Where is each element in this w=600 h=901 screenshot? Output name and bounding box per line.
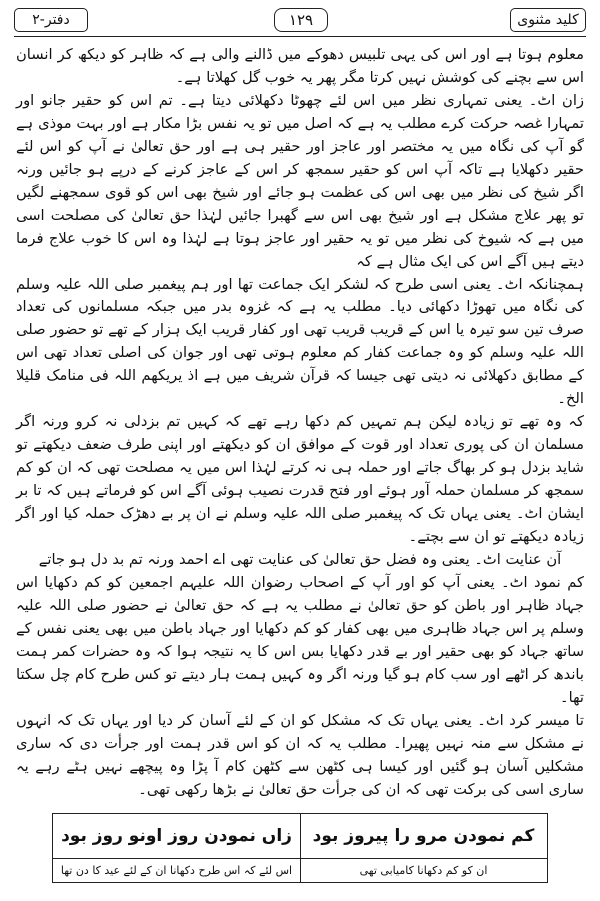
header-rule: [14, 36, 586, 37]
volume-label: دفتر-۲: [14, 8, 88, 32]
book-title: کلید مثنوی: [510, 8, 586, 32]
verse-left-line: زاں نمودن روز اونو روز بود: [53, 814, 301, 858]
page-number: ۱۲۹: [274, 8, 328, 32]
paragraph: کم نمود اٹ۔ یعنی آپ کو اور آپ کے اصحاب رضوان اللہ علیہم اجمعین کو کم دکھایا اس جہاد ظاہر اور باطن کو حق تعالیٰ نے مطلب یہ ہے کہ حق تعالیٰ نے حضور صلی اللہ علیہ وسلم پر اس جہاد ظاہری میں بھی کفار کو کم دکھایا اور جہاد باطن میں بھی یعنی نفس کے ساتھ جہاد کو بھی حقیر اور بے قدر دکھایا بس اس کا یہ نتیجہ ہوا کہ وہ حضرات کمر ہمت باندھ کر اٹھے اور سب کام ہو گیا ورنہ اگر وہ کہیں ہمت ہار دیتے تو کس طرح کام چل سکتا تھا۔: [16, 573, 584, 706]
verse-right-gloss: ان کو کم دکھانا کامیابی تھی: [300, 858, 547, 883]
paragraph: تا میسر کرد اٹ۔ یعنی یہاں تک کہ مشکل کو ان کے لئے آسان کر دیا اور یہاں تک کہ انہوں نے مشکل سے منہ نہیں پھیرا۔ مطلب یہ کہ ان کو اس قدر ہمت اور جرأت دی کہ ساری مشکلیں آسان ہو گئیں اور کیسا ہی کٹھن سے کٹھن کام آ پڑا وہ پیچھے نہیں ہٹے رہے یہ ساری اسی کی برکت تھی کہ ان کی جرأت حق تعالیٰ نے بڑھا رکھی تھی۔: [16, 711, 584, 798]
verse-table: [52, 813, 548, 883]
paragraph: زان اٹ۔ یعنی تمہاری نظر میں اس لئے چھوٹا دکھلائی دیتا ہے۔ تم اس کو حقیر جانو اور تمہارا غصہ حرکت کرے مطلب یہ ہے کہ اصل میں تو یہ نفس بڑا مکار ہے اور بہت موذی ہے گو آپ کی نگاہ میں یہ مختصر اور عاجز اور حقیر ہی ہے اور حق تعالیٰ نے آپ کو اس لئے حقیر دکھلایا ہے تاکہ آپ اس کو حقیر سمجھ کر اس کے عاجز کرنے کے درپے ہو جائیں ورنہ اگر شیخ کی نظر میں بھی اس کی عظمت ہو جائے اور شیخ بھی اس کو قوی سمجھنے لگیں تو پھر علاج مشکل ہے اور شیخ بھی اس سے گھبرا جائیں لہٰذا حق تعالیٰ کی مصلحت اسی میں ہے کہ شیوخ کی نظر میں تو یہ حقیر اور عاجز ہوتا ہے لہٰذا وہ اس کا خوب علاج فرما دیتے ہیں آگے اس کی ایک مثال ہے کہ: [16, 91, 584, 270]
commentary-body: [16, 44, 584, 801]
paragraph: معلوم ہوتا ہے اور اس کی یہی تلبیس دھوکے میں ڈالنے والی ہے کہ ظاہر کو دیکھ کر انسان اس سے بچنے کی کوشش نہیں کرتا مگر پھر یہ خوب گل کھلاتا ہے۔: [16, 46, 584, 86]
paragraph: آن عنایت اٹ۔ یعنی وہ فضل حق تعالیٰ کی عنایت تھی اے احمد ورنہ تم بد دل ہو جاتے: [38, 550, 562, 568]
paragraph: کہ وہ تھے تو زیادہ لیکن ہم تمہیں کم دکھا رہے تھے کہ کہیں تم بزدلی نہ کرو ورنہ اگر مسلمان ان کی پوری تعداد اور قوت کے موافق ان کو دیکھتے اور اپنی طرف ضعف دیکھتے تو شاید بزدل ہو کر بھاگ جاتے اور حملہ ہی نہ کرتے لہٰذا اس میں یہ مصلحت تھی کہ ان کو کم سمجھ کر مسلمان حملہ آور ہوئے اور فتح قدرت نصیب ہوئی آگے اس کو فرماتے ہیں کہ تا بر ایشان اٹ۔ یعنی یہاں تک کہ پیغمبر صلی اللہ علیہ وسلم نے ان پر بے دھڑک حملہ کیا اور اگر زیادہ دیکھتے تو ان سے بچتے۔: [16, 413, 584, 546]
paragraph: ہمچنانکہ اٹ۔ یعنی اسی طرح کہ لشکر ایک جماعت تھا اور ہم پیغمبر صلی اللہ علیہ وسلم کی نگاہ میں تھوڑا دکھائی دیا۔ مطلب یہ ہے کہ غزوہ بدر میں جبکہ مسلمانوں کی تعداد صرف تین سو تیرہ یا اس کے قریب قریب تھی اور کفار قریب ایک ہزار کے تھے تو حضور صلی اللہ علیہ وسلم کو وہ جماعت کفار کم معلوم ہوتی تھی اور جوان کی اصلی تعداد تھی اس کے مطابق دکھلائی نہ دیتی تھی جیسا کہ قرآن شریف میں ہے اذ یریکھم اللہ فی منامک قلیلا الخ۔: [16, 275, 584, 408]
verse-left-gloss: اس لئے کہ اس طرح دکھانا ان کے لئے عید کا دن تھا: [53, 858, 301, 883]
verse-right-line: کم نمودن مرو را پیروز بود: [312, 826, 535, 846]
page-header: [14, 6, 586, 34]
